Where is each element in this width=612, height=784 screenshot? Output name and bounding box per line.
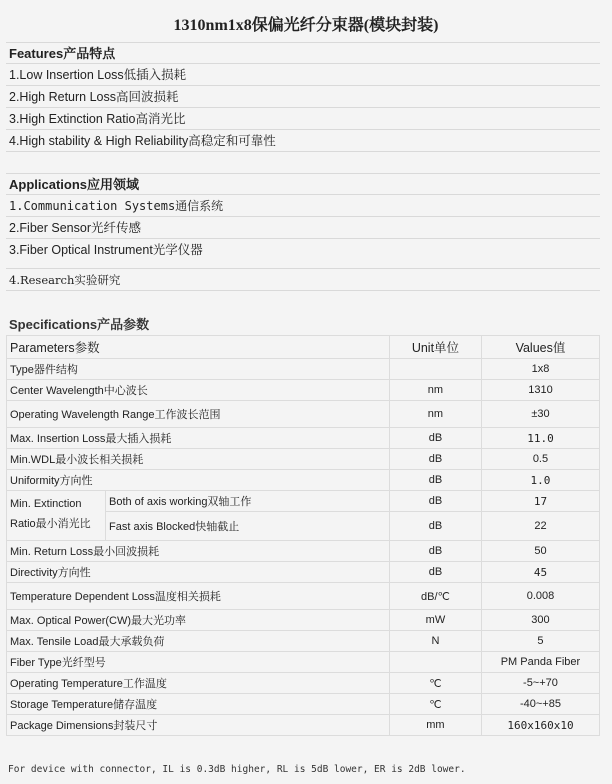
param-cell: Min. Return Loss最小回波损耗 [7,541,390,562]
param-cell: Fiber Type光纤型号 [7,652,390,673]
value-cell: 22 [481,512,599,541]
table-row [7,610,600,631]
application-item [6,269,600,291]
param-cell: Temperature Dependent Loss温度相关损耗 [7,583,390,610]
table-row [7,359,600,380]
unit-cell: dB [389,512,481,541]
unit-cell: ℃ [389,694,481,715]
page-title: 1310nm1x8保偏光纤分束器(模块封装) [173,17,439,34]
param-cell: Operating Temperature工作温度 [7,673,390,694]
param-cell: Center Wavelength中心波长 [7,380,390,401]
value-cell: -5~+70 [481,673,599,694]
value-cell: 5 [481,631,599,652]
table-header-row [7,336,600,359]
application-item: 2.Fiber Sensor光纤传感 [6,217,600,239]
unit-cell: dB [389,428,481,449]
applications-heading: Applications应用领域 [6,173,600,195]
feature-item: 4.High stability & High Reliability高稳定和可靠性 [6,130,600,152]
column-header-values: Values值 [481,336,599,359]
column-header-unit: Unit单位 [389,336,481,359]
table-row [7,715,600,736]
feature-item: 3.High Extinction Ratio高消光比 [6,108,600,130]
param-cell: Min.WDL最小波长相关损耗 [7,449,390,470]
value-cell: 1.0 [481,470,599,491]
application-item [6,195,600,217]
param-cell: Operating Wavelength Range工作波长范围 [7,401,390,428]
param-cell: Storage Temperature储存温度 [7,694,390,715]
value-cell: 160x160x10 [481,715,599,736]
extinction-label-line1: Min. Extinction [10,498,82,510]
param-cell: Package Dimensions封装尺寸 [7,715,390,736]
unit-cell: dB/℃ [389,583,481,610]
table-row [7,449,600,470]
table-row [7,631,600,652]
value-cell: 1x8 [481,359,599,380]
value-cell: 11.0 [481,428,599,449]
unit-cell: dB [389,449,481,470]
footnote: For device with connector, IL is 0.3dB higher, RL is 5dB lower, ER is 2dB lower. [8,764,466,775]
table-row [7,673,600,694]
feature-item: 1.Low Insertion Loss低插入损耗 [6,64,600,86]
param-cell: Uniformity方向性 [7,470,390,491]
unit-cell: nm [389,380,481,401]
value-cell: 50 [481,541,599,562]
application-item: 3.Fiber Optical Instrument光学仪器 [6,239,600,269]
value-cell: 300 [481,610,599,631]
table-row [7,562,600,583]
features-heading: Features产品特点 [6,42,600,64]
param-cell: Directivity方向性 [7,562,390,583]
param-cell: Both of axis working双轴工作 [106,491,390,512]
param-cell: Fast axis Blocked快轴截止 [106,512,390,541]
value-cell: 17 [481,491,599,512]
value-cell: ±30 [481,401,599,428]
unit-cell: dB [389,562,481,583]
table-row [7,491,600,512]
feature-item: 2.High Return Loss高回波损耗 [6,86,600,108]
table-row [7,380,600,401]
table-row [7,652,600,673]
value-cell: 0.008 [481,583,599,610]
table-row [7,470,600,491]
value-cell: 0.5 [481,449,599,470]
unit-cell [389,359,481,380]
table-row [7,401,600,428]
application-item-text: 1.Communication Systems通信系统 [9,199,224,213]
param-cell: Max. Insertion Loss最大插入损耗 [7,428,390,449]
applications-section [6,173,600,291]
unit-cell [389,652,481,673]
specifications-heading: Specifications产品参数 [9,317,150,332]
unit-cell: N [389,631,481,652]
unit-cell: dB [389,541,481,562]
table-row [7,694,600,715]
application-item-text: 4.Research实验研究 [9,273,121,287]
unit-cell: nm [389,401,481,428]
specifications-table [6,335,600,736]
features-section [6,42,600,152]
extinction-ratio-label [7,491,106,541]
table-row [7,583,600,610]
table-row [7,541,600,562]
param-cell: Max. Optical Power(CW)最大光功率 [7,610,390,631]
param-cell: Type器件结构 [7,359,390,380]
unit-cell: dB [389,470,481,491]
extinction-label-line2: Ratio最小消光比 [10,518,91,530]
table-row [7,428,600,449]
unit-cell: dB [389,491,481,512]
value-cell: PM Panda Fiber [481,652,599,673]
value-cell: 1310 [481,380,599,401]
unit-cell: mm [389,715,481,736]
unit-cell: ℃ [389,673,481,694]
param-cell: Max. Tensile Load最大承载负荷 [7,631,390,652]
value-cell: 45 [481,562,599,583]
column-header-parameters: Parameters参数 [7,336,390,359]
unit-cell: mW [389,610,481,631]
value-cell: -40~+85 [481,694,599,715]
